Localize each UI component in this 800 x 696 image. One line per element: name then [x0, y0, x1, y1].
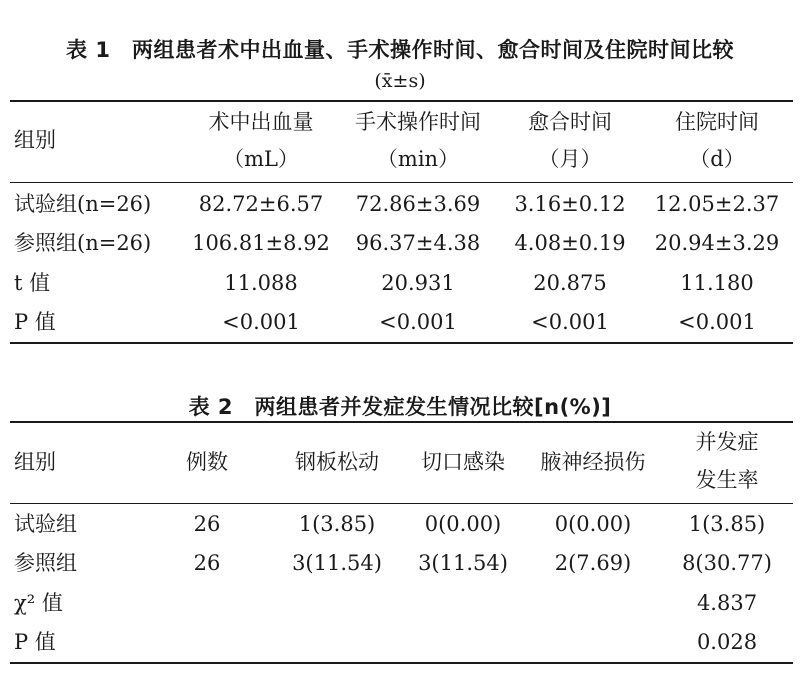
- table2-row1-label: 试验组: [14, 512, 77, 536]
- table2-top-rule: [10, 421, 793, 423]
- table1-row4-label: P 值: [14, 310, 56, 334]
- table1-header-col1-unit: （mL）: [223, 147, 299, 171]
- table2-header-cases: 例数: [186, 450, 228, 474]
- table2-row4-rate: 0.028: [696, 630, 758, 654]
- table2-row3-label: χ² 值: [14, 591, 63, 615]
- table1-row1-col3: 3.16±0.12: [514, 192, 626, 216]
- table2-header-plate-loosening: 钢板松动: [295, 450, 379, 474]
- table1-header-col4-unit: （d）: [689, 147, 745, 171]
- table1-row2-label: 参照组(n=26): [14, 231, 152, 255]
- table2-header-axillary-nerve-injury: 腋神经损伤: [540, 450, 646, 474]
- table1-row4-col3: <0.001: [531, 310, 609, 334]
- table1-row2-col2: 96.37±4.38: [355, 231, 481, 255]
- table2-header-group: 组别: [14, 450, 56, 474]
- table2-row2-cases: 26: [193, 551, 221, 575]
- table1-header-group: 组别: [14, 128, 56, 152]
- table2-header-rate-line2: 发生率: [695, 468, 759, 492]
- table1-row2-col4: 20.94±3.29: [654, 231, 780, 255]
- table2-row1-cases: 26: [193, 512, 221, 536]
- table2-row2-rate: 8(30.77): [682, 551, 772, 575]
- table1-row4-col1: <0.001: [222, 310, 300, 334]
- table2-row2-nerve: 2(7.69): [554, 551, 632, 575]
- table2-header-incision-infection: 切口感染: [421, 450, 505, 474]
- table2-row2-infection: 3(11.54): [418, 551, 508, 575]
- table2-row1-plate: 1(3.85): [298, 512, 376, 536]
- table1-header-col3-unit: （月）: [538, 147, 602, 171]
- table2-row1-infection: 0(0.00): [424, 512, 502, 536]
- table1-header-col4-name: 住院时间: [675, 110, 759, 134]
- table2-row1-nerve: 0(0.00): [554, 512, 632, 536]
- table1-row3-col4: 11.180: [680, 271, 754, 295]
- table2-row4-label: P 值: [14, 630, 56, 654]
- table1-row3-col2: 20.931: [381, 271, 455, 295]
- table1-header-rule: [10, 182, 793, 183]
- table2-header-rule: [10, 503, 793, 504]
- table1-top-rule: [10, 100, 793, 102]
- table1-row2-col3: 4.08±0.19: [514, 231, 626, 255]
- table1-header-col1-name: 术中出血量: [208, 110, 314, 134]
- table1-subcaption: (x̄±s): [374, 70, 426, 92]
- table2-header-rate-line1: 并发症: [695, 430, 759, 454]
- table2-row1-rate: 1(3.85): [688, 512, 766, 536]
- table1-row4-col4: <0.001: [678, 310, 756, 334]
- table1-row3-col1: 11.088: [224, 271, 298, 295]
- table1-row3-label: t 值: [14, 271, 51, 295]
- table1-caption: 表 1 两组患者术中出血量、手术操作时间、愈合时间及住院时间比较: [66, 38, 734, 62]
- table1-row1-col1: 82.72±6.57: [198, 192, 324, 216]
- table1-row4-col2: <0.001: [379, 310, 457, 334]
- table2-bottom-rule: [10, 662, 793, 664]
- table1-row3-col3: 20.875: [533, 271, 607, 295]
- table1-row1-col2: 72.86±3.69: [355, 192, 481, 216]
- table2-row2-plate: 3(11.54): [292, 551, 382, 575]
- table1-header-col2-unit: （min）: [376, 147, 460, 171]
- table1-row2-col1: 106.81±8.92: [192, 231, 330, 255]
- table1-row1-label: 试验组(n=26): [14, 192, 152, 216]
- table1-header-col2-name: 手术操作时间: [355, 110, 481, 134]
- table2-row2-label: 参照组: [14, 551, 77, 575]
- table2-caption: 表 2 两组患者并发症发生情况比较[n(%)]: [188, 395, 612, 419]
- table2-row3-rate: 4.837: [696, 591, 758, 615]
- table1-bottom-rule: [10, 342, 793, 344]
- table1-header-col3-name: 愈合时间: [528, 110, 612, 134]
- table1-row1-col4: 12.05±2.37: [654, 192, 780, 216]
